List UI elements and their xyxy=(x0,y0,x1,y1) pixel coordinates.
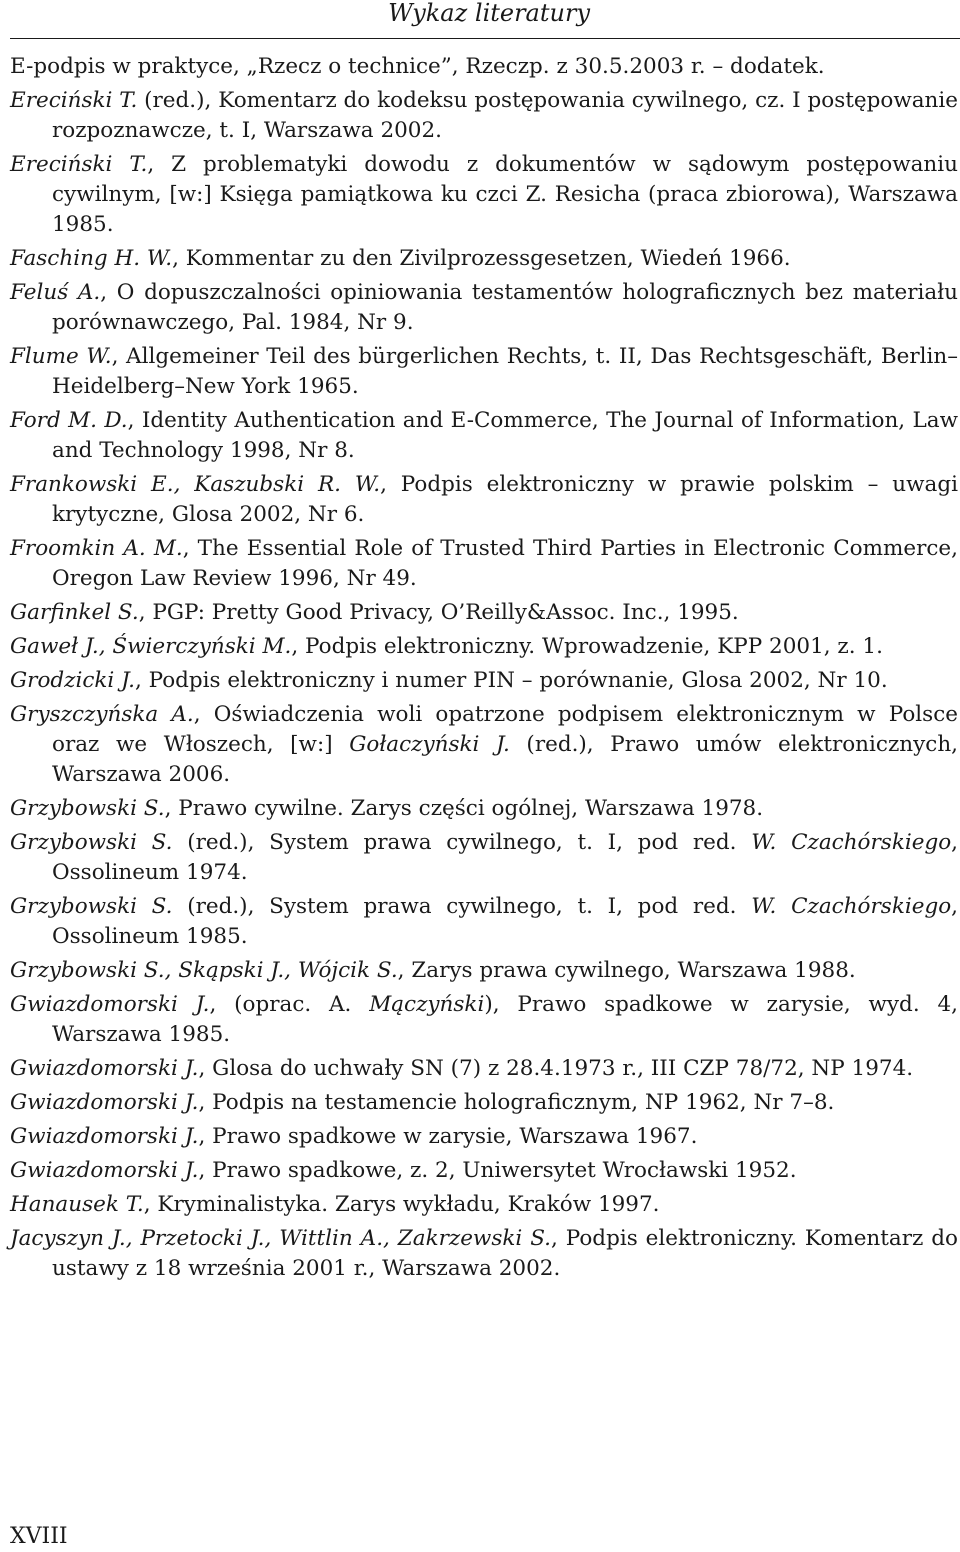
entry-text: , Oświadczenia woli opatrzone podpisem elektronicznym w Polsce oraz we Włoszech, [w:] xyxy=(52,702,958,757)
entry-author-italic: Frankowski E., Kaszubski R. W. xyxy=(10,472,381,497)
entry-text: , Identity Authentication and E-Commerce, The Journal of Information, Law and Technology 1998, Nr 8. xyxy=(52,408,958,463)
bibliography-entry xyxy=(10,1190,958,1220)
bibliography-list xyxy=(10,52,958,1288)
entry-text: (red.), Komentarz do kodeksu postępowania cywilnego, cz. I postępowanie rozpoznawcze, t. I, Warszawa 2002. xyxy=(52,88,958,143)
entry-author-italic: Gwiazdomorski J. xyxy=(10,1158,199,1183)
entry-text: , Podpis elektroniczny. Komentarz do ustawy z 18 września 2001 r., Warszawa 2002. xyxy=(52,1226,958,1281)
entry-author-italic: Hanausek T. xyxy=(10,1192,144,1217)
entry-text: , Glosa do uchwały SN (7) z 28.4.1973 r., III CZP 78/72, NP 1974. xyxy=(198,1056,914,1081)
entry-text: , (oprac. A. xyxy=(209,992,370,1017)
page-number: XVIII xyxy=(10,1524,68,1549)
running-header xyxy=(0,0,960,42)
entry-text: , Podpis na testamencie holograficznym, NP 1962, Nr 7–8. xyxy=(198,1090,835,1115)
bibliography-entry xyxy=(10,86,958,146)
bibliography-entry xyxy=(10,244,958,274)
entry-text: , Prawo cywilne. Zarys części ogólnej, Warszawa 1978. xyxy=(164,796,764,821)
entry-text: , Kryminalistyka. Zarys wykładu, Kraków 1997. xyxy=(143,1192,660,1217)
bibliography-entry xyxy=(10,1122,958,1152)
entry-text: , Podpis elektroniczny i numer PIN – porównanie, Glosa 2002, Nr 10. xyxy=(134,668,888,693)
bibliography-entry xyxy=(10,1156,958,1186)
bibliography-entry xyxy=(10,892,958,952)
entry-author-italic: Mączyński xyxy=(369,992,485,1017)
entry-text: , Ossolineum 1985. xyxy=(52,894,958,949)
entry-text: (red.), Prawo umów elektronicznych, Warszawa 2006. xyxy=(52,732,958,787)
bibliography-entry xyxy=(10,632,958,662)
entry-author-italic: Jacyszyn J., Przetocki J., Wittlin A., Zakrzewski S. xyxy=(10,1226,551,1251)
entry-author-italic: Gaweł J., Świerczyński M. xyxy=(10,634,292,659)
entry-author-italic: W. Czachórskiego xyxy=(751,894,952,919)
entry-author-italic: Grzybowski S. xyxy=(10,894,173,919)
entry-text: (red.), System prawa cywilnego, t. I, pod red. xyxy=(172,894,752,919)
bibliography-entry xyxy=(10,150,958,240)
header-title: Wykaz literatury xyxy=(388,0,590,27)
bibliography-entry xyxy=(10,828,958,888)
bibliography-entry xyxy=(10,1224,958,1284)
entry-author-italic: Froomkin A. M. xyxy=(10,536,183,561)
entry-text: , Kommentar zu den Zivilprozessgesetzen, Wiedeń 1966. xyxy=(172,246,791,271)
bibliography-entry xyxy=(10,990,958,1050)
bibliography-entry xyxy=(10,534,958,594)
entry-text: ), Prawo spadkowe w zarysie, wyd. 4, Warszawa 1985. xyxy=(52,992,958,1047)
bibliography-entry xyxy=(10,700,958,790)
bibliography-entry xyxy=(10,278,958,338)
entry-author-italic: Ereciński T. xyxy=(10,88,138,113)
entry-author-italic: Grodzicki J. xyxy=(10,668,135,693)
entry-author-italic: Gwiazdomorski J. xyxy=(10,1124,199,1149)
entry-text: , Prawo spadkowe, z. 2, Uniwersytet Wrocławski 1952. xyxy=(198,1158,797,1183)
bibliography-entry xyxy=(10,406,958,466)
entry-text: , Podpis elektroniczny. Wprowadzenie, KPP 2001, z. 1. xyxy=(291,634,883,659)
bibliography-entry xyxy=(10,1088,958,1118)
entry-author-italic: Ford M. D. xyxy=(10,408,128,433)
entry-text: , Z problematyki dowodu z dokumentów w sądowym postępowaniu cywilnym, [w:] Księga pamiątkowa ku czci Z. Resicha (praca zbiorowa), Warszawa 1985. xyxy=(52,152,959,237)
header-rule xyxy=(10,38,960,39)
entry-text: , Ossolineum 1974. xyxy=(52,830,958,885)
entry-author-italic: W. Czachórskiego xyxy=(751,830,952,855)
entry-author-italic: Gołaczyński J. xyxy=(349,732,510,757)
bibliography-entry xyxy=(10,666,958,696)
entry-text: , PGP: Pretty Good Privacy, O’Reilly&Assoc. Inc., 1995. xyxy=(138,600,739,625)
bibliography-entry xyxy=(10,956,958,986)
bibliography-entry xyxy=(10,598,958,628)
entry-author-italic: Grzybowski S. xyxy=(10,796,165,821)
entry-author-italic: Feluś A. xyxy=(10,280,101,305)
entry-author-italic: Garfinkel S. xyxy=(10,600,139,625)
entry-author-italic: Ereciński T. xyxy=(10,152,148,177)
entry-author-italic: Flume W. xyxy=(10,344,112,369)
entry-author-italic: Gryszczyńska A. xyxy=(10,702,194,727)
entry-author-italic: Gwiazdomorski J. xyxy=(10,1090,199,1115)
entry-author-italic: Gwiazdomorski J. xyxy=(10,1056,199,1081)
entry-text: , The Essential Role of Trusted Third Parties in Electronic Commerce, Oregon Law Review 1996, Nr 49. xyxy=(52,536,958,591)
entry-text: , Podpis elektroniczny w prawie polskim – uwagi krytyczne, Glosa 2002, Nr 6. xyxy=(52,472,959,527)
bibliography-entry xyxy=(10,470,958,530)
bibliography-entry xyxy=(10,794,958,824)
bibliography-entry xyxy=(10,52,958,82)
entry-text: E-podpis w praktyce, „Rzecz o technice”, Rzeczp. z 30.5.2003 r. – dodatek. xyxy=(10,54,825,79)
entry-author-italic: Grzybowski S. xyxy=(10,830,173,855)
entry-author-italic: Gwiazdomorski J. xyxy=(10,992,210,1017)
bibliography-entry xyxy=(10,1054,958,1084)
bibliography-entry xyxy=(10,342,958,402)
entry-author-italic: Fasching H. W. xyxy=(10,246,173,271)
entry-author-italic: Grzybowski S., Skąpski J., Wójcik S. xyxy=(10,958,398,983)
entry-text: , Allgemeiner Teil des bürgerlichen Rechts, t. II, Das Rechtsgeschäft, Berlin–Heidelberg–New York 1965. xyxy=(52,344,958,399)
entry-text: , Zarys prawa cywilnego, Warszawa 1988. xyxy=(397,958,856,983)
entry-text: (red.), System prawa cywilnego, t. I, pod red. xyxy=(172,830,752,855)
entry-text: , Prawo spadkowe w zarysie, Warszawa 1967. xyxy=(198,1124,698,1149)
entry-text: , O dopuszczalności opiniowania testamentów holograficznych bez materiału porównawczego, Pal. 1984, Nr 9. xyxy=(52,280,958,335)
